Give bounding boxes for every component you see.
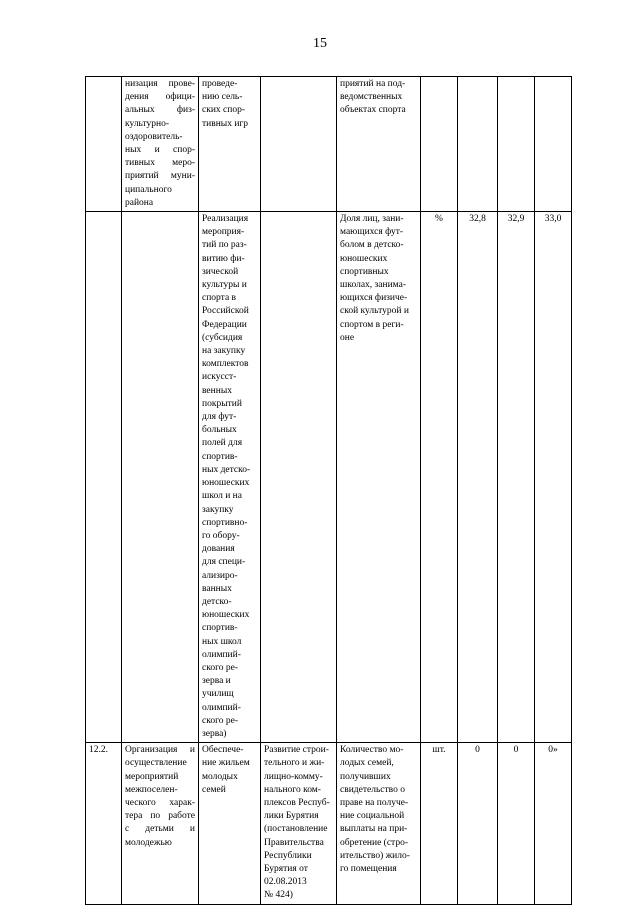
cell-measure — [199, 212, 261, 743]
cell-measure-line: тий по раз- — [202, 240, 247, 251]
cell-value-2: 32,9 — [498, 212, 535, 743]
table-row — [86, 77, 572, 212]
cell-measure-line: Обеспече- — [202, 745, 244, 756]
cell-objective-line: мероприятий — [125, 771, 179, 782]
cell-indicator-line: ведомственных — [340, 92, 403, 103]
cell-measure-line: культуры и — [202, 280, 247, 291]
cell-measure-line: для фут- — [202, 412, 237, 423]
cell-unit: % — [421, 212, 458, 743]
cell-measure-line: ных детско- — [202, 464, 251, 475]
cell-measure-line: закупку — [202, 504, 234, 515]
cell-indicator-line: оне — [340, 332, 355, 343]
cell-indicator-line: ской культурой и — [340, 306, 409, 317]
cell-measure-line: нию сель- — [202, 92, 243, 103]
cell-measure-line: спортивно- — [202, 517, 248, 528]
cell-indicator — [337, 212, 421, 743]
cell-indicator — [337, 77, 421, 212]
cell-measure-line: юношеских — [202, 478, 250, 489]
cell-objective-line: с детьми и — [125, 824, 195, 835]
cell-value-1 — [458, 77, 498, 212]
cell-objective-line: ципального — [125, 184, 172, 195]
cell-indicator-line: ительство) жило- — [340, 850, 410, 861]
cell-measure-line: витию фи- — [202, 253, 245, 264]
cell-objective-line: тера по работе — [125, 811, 195, 822]
cell-number: 12.2. — [86, 743, 122, 904]
cell-program-line: Бурятия от — [264, 863, 308, 874]
cell-measure-line: юношеских — [202, 610, 250, 621]
cell-measure-line: ализиро- — [202, 570, 238, 581]
cell-measure-line: ных школ — [202, 636, 242, 647]
cell-objective — [122, 77, 199, 212]
cell-value-3: 0» — [535, 743, 572, 904]
page-number: 15 — [313, 36, 327, 51]
cell-objective-line: осуществление — [125, 758, 187, 769]
cell-measure-line: ванных — [202, 583, 232, 594]
cell-indicator-line: свидетельство о — [340, 784, 405, 795]
cell-program — [261, 212, 337, 743]
cell-objective — [122, 212, 199, 743]
cell-measure-line: Российской — [202, 306, 249, 317]
cell-measure-line: дования — [202, 544, 235, 555]
cell-indicator-line: ние социальной — [340, 811, 405, 822]
cell-measure-line: ние жильем — [202, 758, 250, 769]
cell-program — [261, 77, 337, 212]
cell-indicator — [337, 743, 421, 904]
cell-indicator-line: мающихся фут- — [340, 227, 404, 238]
cell-measure-line: ского ре- — [202, 715, 239, 726]
cell-value-1: 32,8 — [458, 212, 498, 743]
cell-program-line: тельного и жи- — [264, 758, 325, 769]
cell-value-1: 0 — [458, 743, 498, 904]
cell-measure-line: больных — [202, 425, 237, 436]
cell-program-line: плексов Респуб- — [264, 797, 330, 808]
cell-objective-line: оздоровитель- — [125, 131, 183, 142]
cell-indicator-line: обретение (стро- — [340, 837, 408, 848]
cell-program-line: № 424) — [264, 890, 293, 901]
cell-measure-line: семей — [202, 784, 226, 795]
cell-indicator-line: ющихся физиче- — [340, 293, 408, 304]
cell-indicator-line: праве на получе- — [340, 797, 409, 808]
cell-measure-line: комплектов — [202, 359, 249, 370]
cell-number — [86, 77, 122, 212]
cell-program-line: 02.08.2013 — [264, 877, 307, 888]
cell-program — [261, 743, 337, 904]
cell-objective-line: дения офици- — [125, 92, 195, 103]
cell-program-line: лищно-комму- — [264, 771, 323, 782]
cell-unit: шт. — [421, 743, 458, 904]
cell-indicator-line: школах, занима- — [340, 280, 406, 291]
cell-indicator-line: приятий на под- — [340, 79, 406, 89]
cell-measure-line: Федерации — [202, 319, 247, 330]
cell-value-3 — [535, 77, 572, 212]
cell-objective-line: Организация и — [125, 745, 195, 756]
cell-measure-line: на закупку — [202, 346, 246, 357]
cell-measure-line: зерва) — [202, 728, 227, 739]
cell-measure-line: тивных игр — [202, 118, 249, 129]
cell-indicator-line: объектах спорта — [340, 105, 406, 116]
cell-measure-line: венных — [202, 385, 232, 396]
cell-objective-line: ческого харак- — [125, 797, 195, 808]
cell-objective-line: района — [125, 197, 154, 208]
cell-objective-line: молодежью — [125, 837, 172, 848]
cell-measure — [199, 77, 261, 212]
cell-indicator-line: Доля лиц, зани- — [340, 214, 404, 225]
cell-measure-line: Реализация — [202, 214, 249, 225]
cell-indicator-line: спортом в реги- — [340, 319, 404, 330]
cell-measure-line: ского ре- — [202, 662, 239, 673]
cell-value-3: 33,0 — [535, 212, 572, 743]
cell-program-line: нального ком- — [264, 784, 321, 795]
cell-program-line: Республики — [264, 850, 312, 861]
cell-objective — [122, 743, 199, 904]
cell-measure-line: для специ- — [202, 557, 246, 568]
cell-measure-line: полей для — [202, 438, 243, 449]
cell-measure-line: зерва и — [202, 676, 231, 687]
cell-measure-line: олимпий- — [202, 702, 241, 713]
cell-measure-line: го обору- — [202, 530, 240, 541]
cell-unit — [421, 77, 458, 212]
cell-objective-line: приятий муни- — [125, 171, 195, 182]
cell-measure-line: молодых — [202, 771, 238, 782]
cell-measure-line: покрытий — [202, 398, 242, 409]
cell-indicator-line: Количество мо- — [340, 745, 404, 756]
cell-measure-line: олимпий- — [202, 649, 241, 660]
cell-measure-line: спортив- — [202, 623, 238, 634]
cell-objective-line: альных физ- — [125, 105, 195, 116]
cell-program-line: Правительства — [264, 837, 324, 848]
cell-indicator-line: лодых семей, — [340, 758, 394, 769]
cell-indicator-line: болом в детско- — [340, 240, 404, 251]
cell-value-2 — [498, 77, 535, 212]
cell-measure-line: спортив- — [202, 451, 238, 462]
program-table — [85, 76, 572, 905]
cell-number — [86, 212, 122, 743]
cell-measure-line: школ и на — [202, 491, 242, 502]
cell-indicator-line: выплаты на при- — [340, 824, 408, 835]
cell-program-line: лики Бурятия — [264, 811, 319, 822]
cell-measure-line: училищ — [202, 689, 234, 700]
cell-objective-line: культурно- — [125, 118, 170, 129]
cell-objective-line: ных и спор- — [125, 145, 195, 156]
cell-measure-line: (субсидия — [202, 332, 243, 343]
cell-measure — [199, 743, 261, 904]
cell-measure-line: мероприя- — [202, 227, 245, 238]
cell-measure-line: детско- — [202, 596, 232, 607]
cell-indicator-line: го помещения — [340, 863, 397, 874]
cell-measure-line: проведе- — [202, 79, 238, 89]
cell-objective-line: межпоселен- — [125, 784, 178, 795]
table-row — [86, 212, 572, 743]
cell-measure-line: зической — [202, 266, 239, 277]
cell-value-2: 0 — [498, 743, 535, 904]
cell-measure-line: искусст- — [202, 372, 237, 383]
cell-program-line: Развитие строи- — [264, 745, 329, 756]
cell-indicator-line: юношеских — [340, 253, 388, 264]
table-row — [86, 743, 572, 904]
cell-program-line: (постановление — [264, 824, 328, 835]
cell-measure-line: спорта в — [202, 293, 237, 304]
cell-measure-line: ских спор- — [202, 105, 246, 116]
cell-objective-line: низация прове- — [125, 79, 195, 89]
cell-indicator-line: получивших — [340, 771, 391, 782]
cell-indicator-line: спортивных — [340, 266, 389, 277]
cell-objective-line: тивных меро- — [125, 158, 195, 169]
